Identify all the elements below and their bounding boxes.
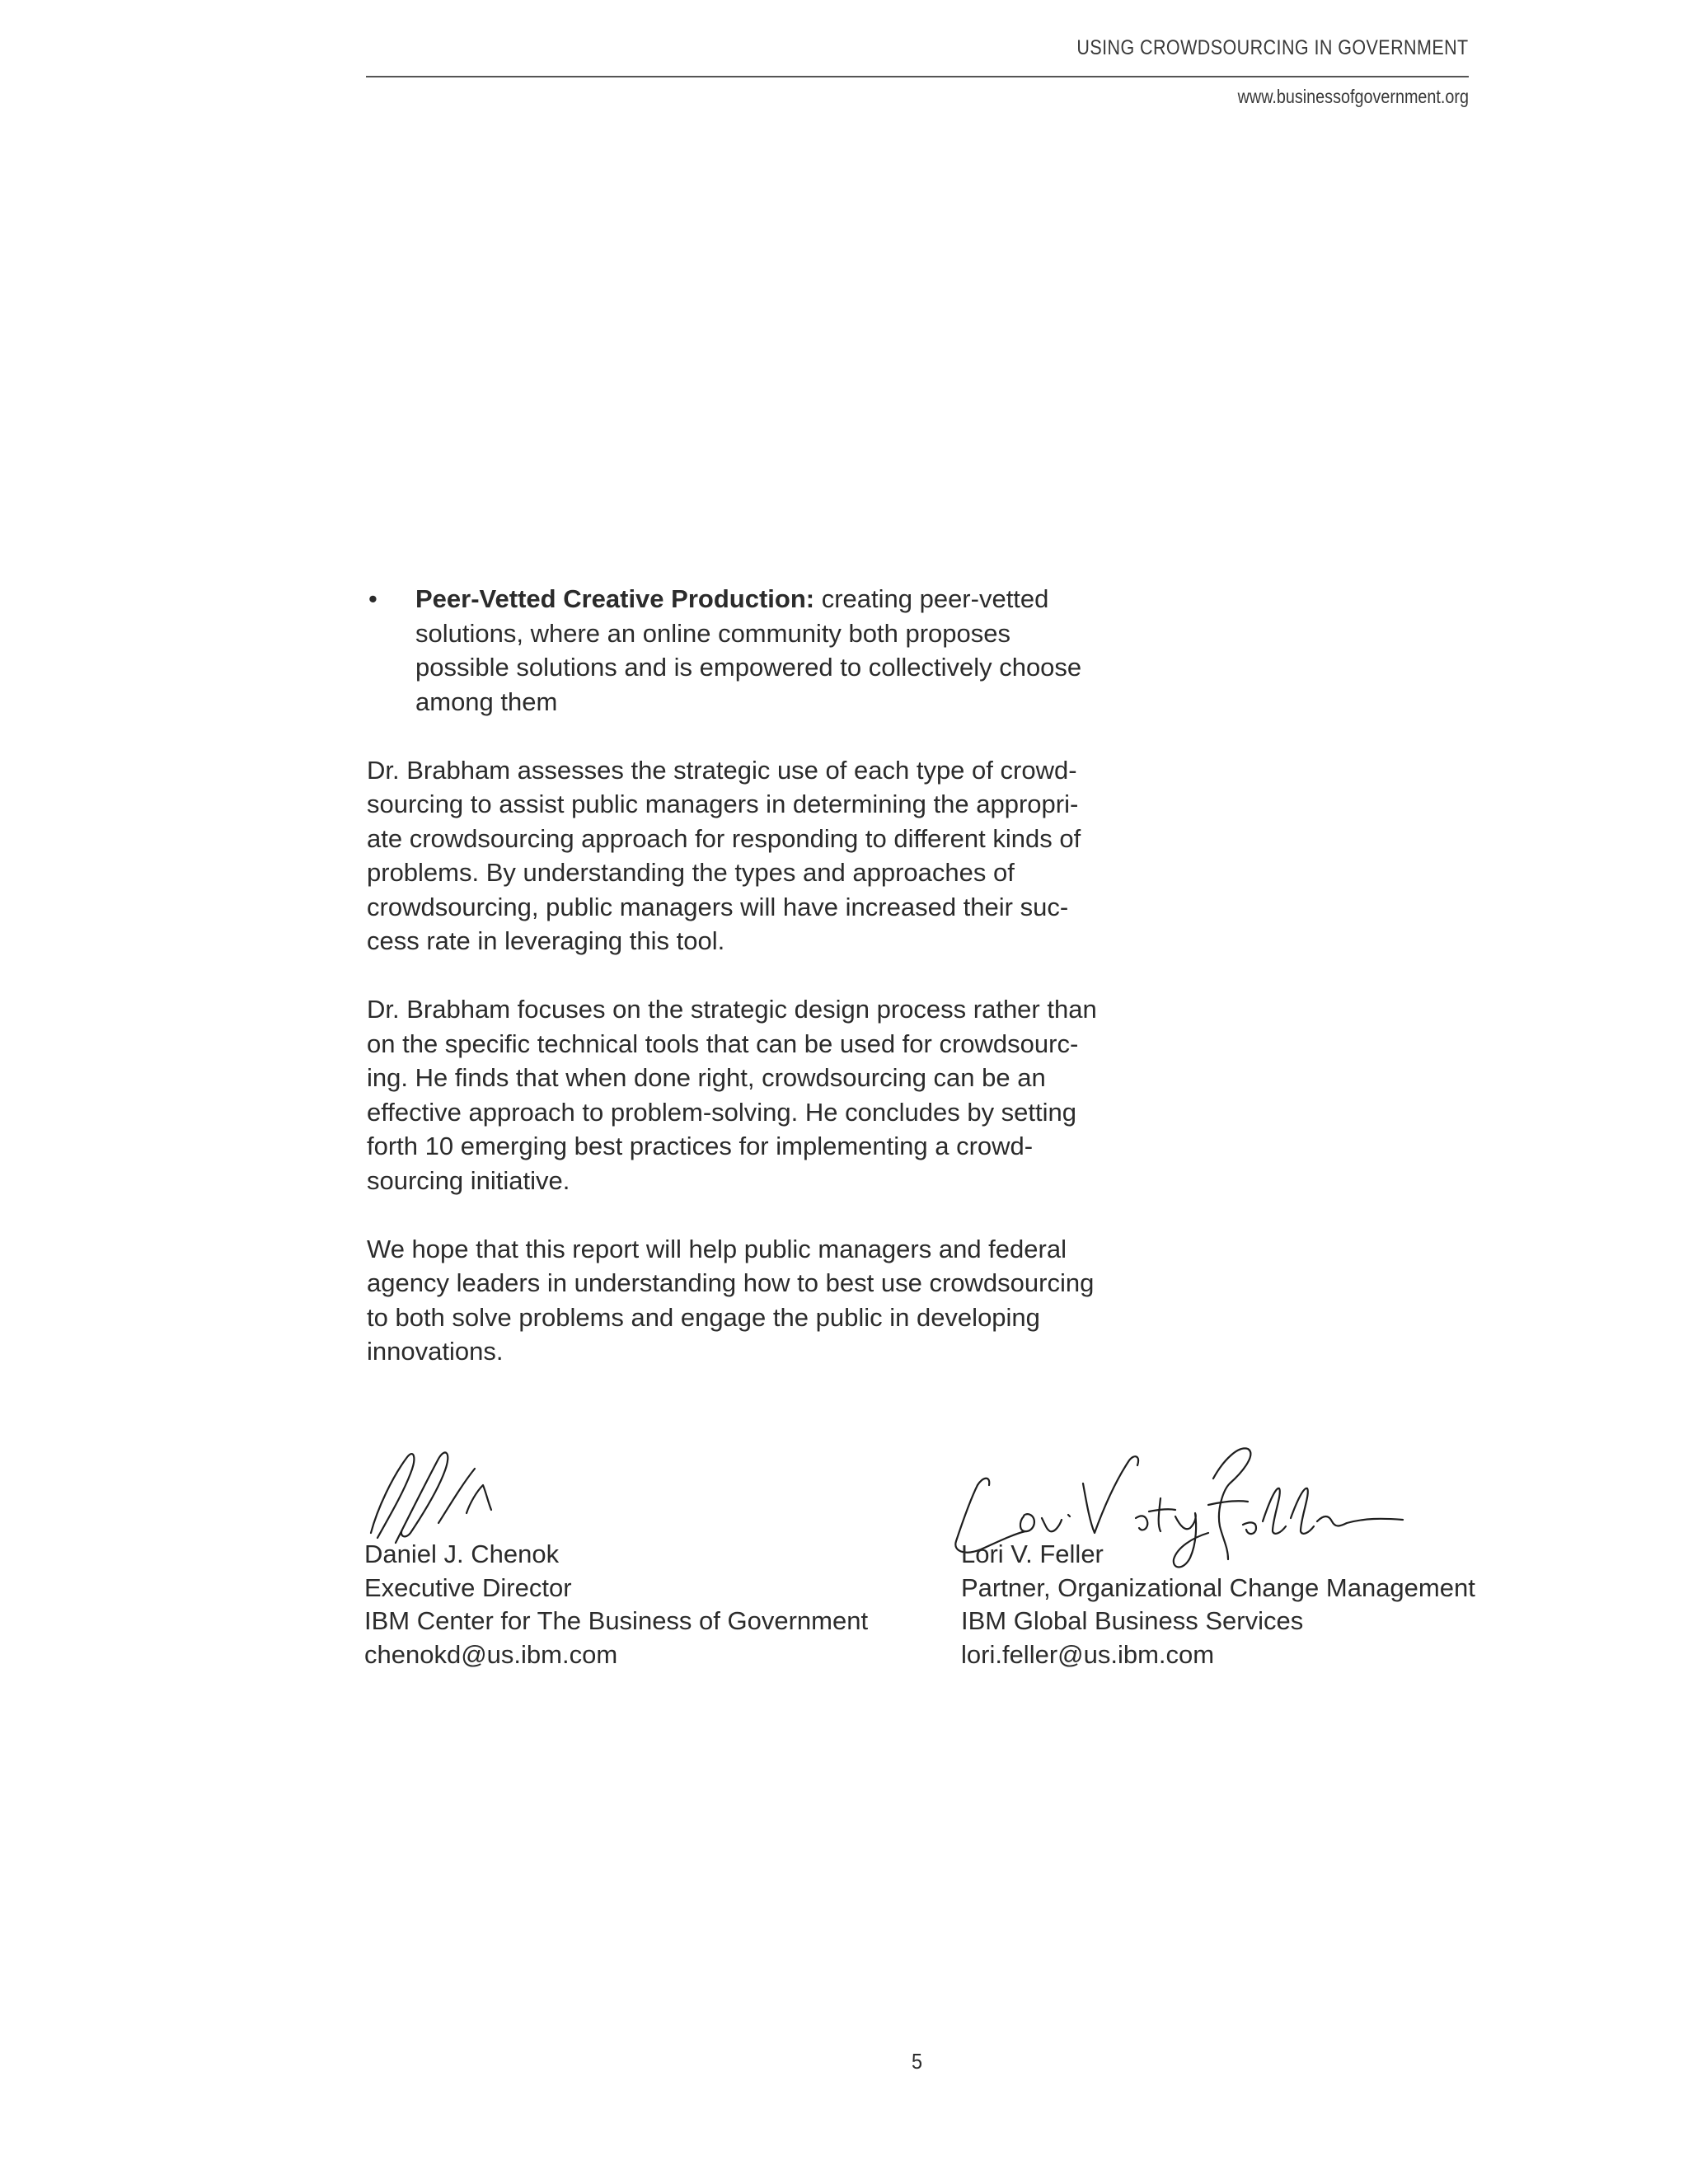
paragraph-line: to both solve problems and engage the public in developing: [367, 1302, 1040, 1332]
signatory-organization: IBM Center for The Business of Government: [364, 1606, 869, 1635]
signatory-email: lori.feller@us.ibm.com: [961, 1639, 1215, 1669]
body-text: [367, 582, 1142, 1403]
signatory-name: Daniel J. Chenok: [364, 1540, 560, 1568]
paragraph-line: Dr. Brabham assesses the strategic use of each type of crowd-: [367, 755, 1077, 785]
paragraph-design-process: [367, 992, 1142, 1197]
bullet-icon: •: [368, 584, 377, 613]
bullet-text-line: among them: [415, 687, 558, 716]
paragraph-line: problems. By understanding the types and approaches of: [367, 858, 1015, 887]
bullet-lead: Peer-Vetted Creative Production:: [415, 584, 815, 613]
paragraph-closing: [367, 1232, 1142, 1369]
paragraph-line: sourcing initiative.: [367, 1165, 570, 1195]
bullet-text-line: creating peer-vetted: [814, 584, 1049, 613]
signatory-chenok: [364, 1538, 868, 1671]
signature-chenok: [359, 1434, 541, 1549]
paragraph-line: We hope that this report will help public managers and federal: [367, 1234, 1067, 1263]
signatory-feller: [961, 1538, 1475, 1671]
paragraph-line: forth 10 emerging best practices for implementing a crowd-: [367, 1132, 1034, 1160]
page-number: 5: [911, 2049, 923, 2074]
paragraph-line: effective approach to problem-solving. He concludes by setting: [367, 1097, 1077, 1127]
header-title: USING CROWDSOURCING IN GOVERNMENT: [1076, 36, 1469, 59]
signatory-title: Partner, Organizational Change Management: [961, 1572, 1475, 1602]
paragraph-line: Dr. Brabham focuses on the strategic design process rather than: [367, 995, 1097, 1024]
header-divider: [366, 76, 1469, 77]
bullet-item: [367, 582, 1142, 719]
header-url: www.businessofgovernment.org: [1237, 86, 1469, 107]
signatory-title: Executive Director: [364, 1572, 572, 1602]
signatory-name: Lori V. Feller: [961, 1540, 1104, 1568]
paragraph-line: innovations.: [367, 1337, 504, 1366]
paragraph-line: ate crowdsourcing approach for responding to different kinds of: [367, 823, 1081, 853]
paragraph-assessment: [367, 753, 1142, 958]
signatory-organization: IBM Global Business Services: [961, 1606, 1304, 1635]
paragraph-line: sourcing to assist public managers in determining the appropri-: [367, 790, 1079, 818]
paragraph-line: on the specific technical tools that can be used for crowdsourc-: [367, 1029, 1079, 1058]
bullet-text-line: possible solutions and is empowered to collectively choose: [415, 653, 1082, 682]
signatory-email: chenokd@us.ibm.com: [364, 1639, 618, 1669]
paragraph-line: ing. He finds that when done right, crowdsourcing can be an: [367, 1063, 1046, 1092]
bullet-text-line: solutions, where an online community both proposes: [415, 618, 1011, 648]
paragraph-line: crowdsourcing, public managers will have increased their suc-: [367, 892, 1069, 921]
paragraph-line: cess rate in leveraging this tool.: [367, 926, 725, 955]
paragraph-line: agency leaders in understanding how to best use crowdsourcing: [367, 1268, 1095, 1297]
